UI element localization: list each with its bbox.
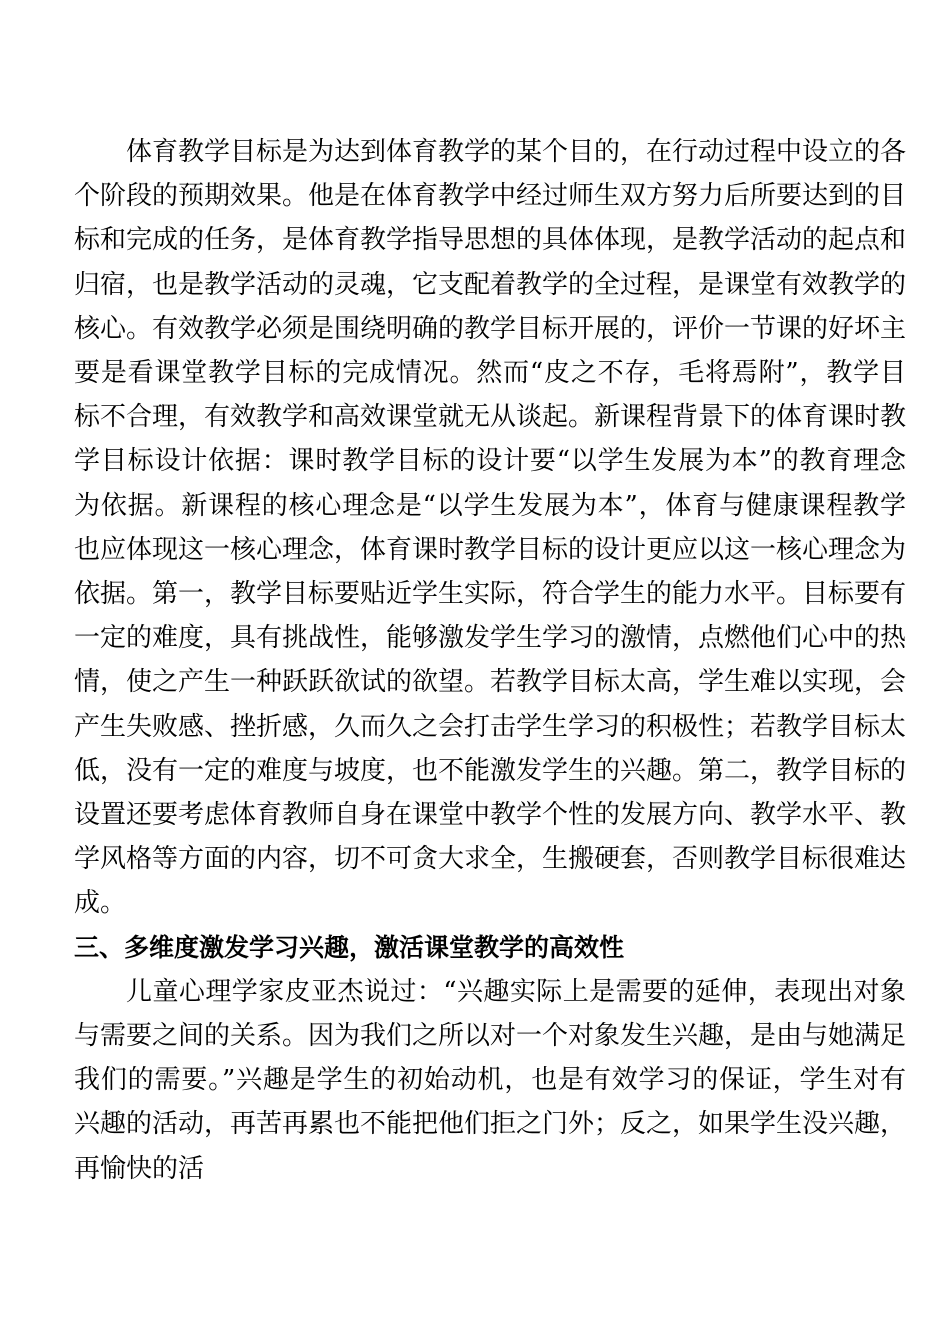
body-paragraph: 体育教学目标是为达到体育教学的某个目的，在行动过程中设立的各个阶段的预期效果。他是在体育教学中经过师生双方努力后所要达到的目标和完成的任务，是体育教学指导思想的具体体现，是教学活动的起点和归宿，也是教学活动的灵魂，它支配着教学的全过程，是课堂有效教学的核心。有效教学必须是围绕明确的教学目标开展的，评价一节课的好坏主要是看课堂教学目标的完成情况。然而“皮之不存，毛将焉附”，教学目标不合理，有效教学和高效课堂就无从谈起。新课程背景下的体育课时教学目标设计依据：课时教学目标的设计要“以学生发展为本”的教育理念为依据。新课程的核心理念是“以学生发展为本”，体育与健康课程教学也应体现这一核心理念，体育课时教学目标的设计更应以这一核心理念为依据。第一，教学目标要贴近学生实际，符合学生的能力水平。目标要有一定的难度，具有挑战性，能够激发学生学习的激情，点燃他们心中的热情，使之产生一种跃跃欲试的欲望。若教学目标太高，学生难以实现，会产生失败感、挫折感，久而久之会打击学生学习的积极性；若教学目标太低，没有一定的难度与坡度，也不能激发学生的兴趣。第二，教学目标的设置还要考虑体育教师自身在课堂中教学个性的发展方向、教学水平、教学风格等方面的内容，切不可贪大求全，生搬硬套，否则教学目标很难达成。 xyxy=(74,137,907,919)
body-paragraph: 儿童心理学家皮亚杰说过：“兴趣实际上是需要的延伸，表现出对象与需要之间的关系。因为我们之所以对一个对象发生兴趣，是由与她满足我们的需要。”兴趣是学生的初始动机，也是有效学习的保证，学生对有兴趣的活动，再苦再累也不能把他们拒之门外；反之，如果学生没兴趣，再愉快的活 xyxy=(74,976,907,1184)
section-heading: 三、多维度激发学习兴趣，激活课堂教学的高效性 xyxy=(74,932,625,962)
document-page xyxy=(74,130,906,1191)
